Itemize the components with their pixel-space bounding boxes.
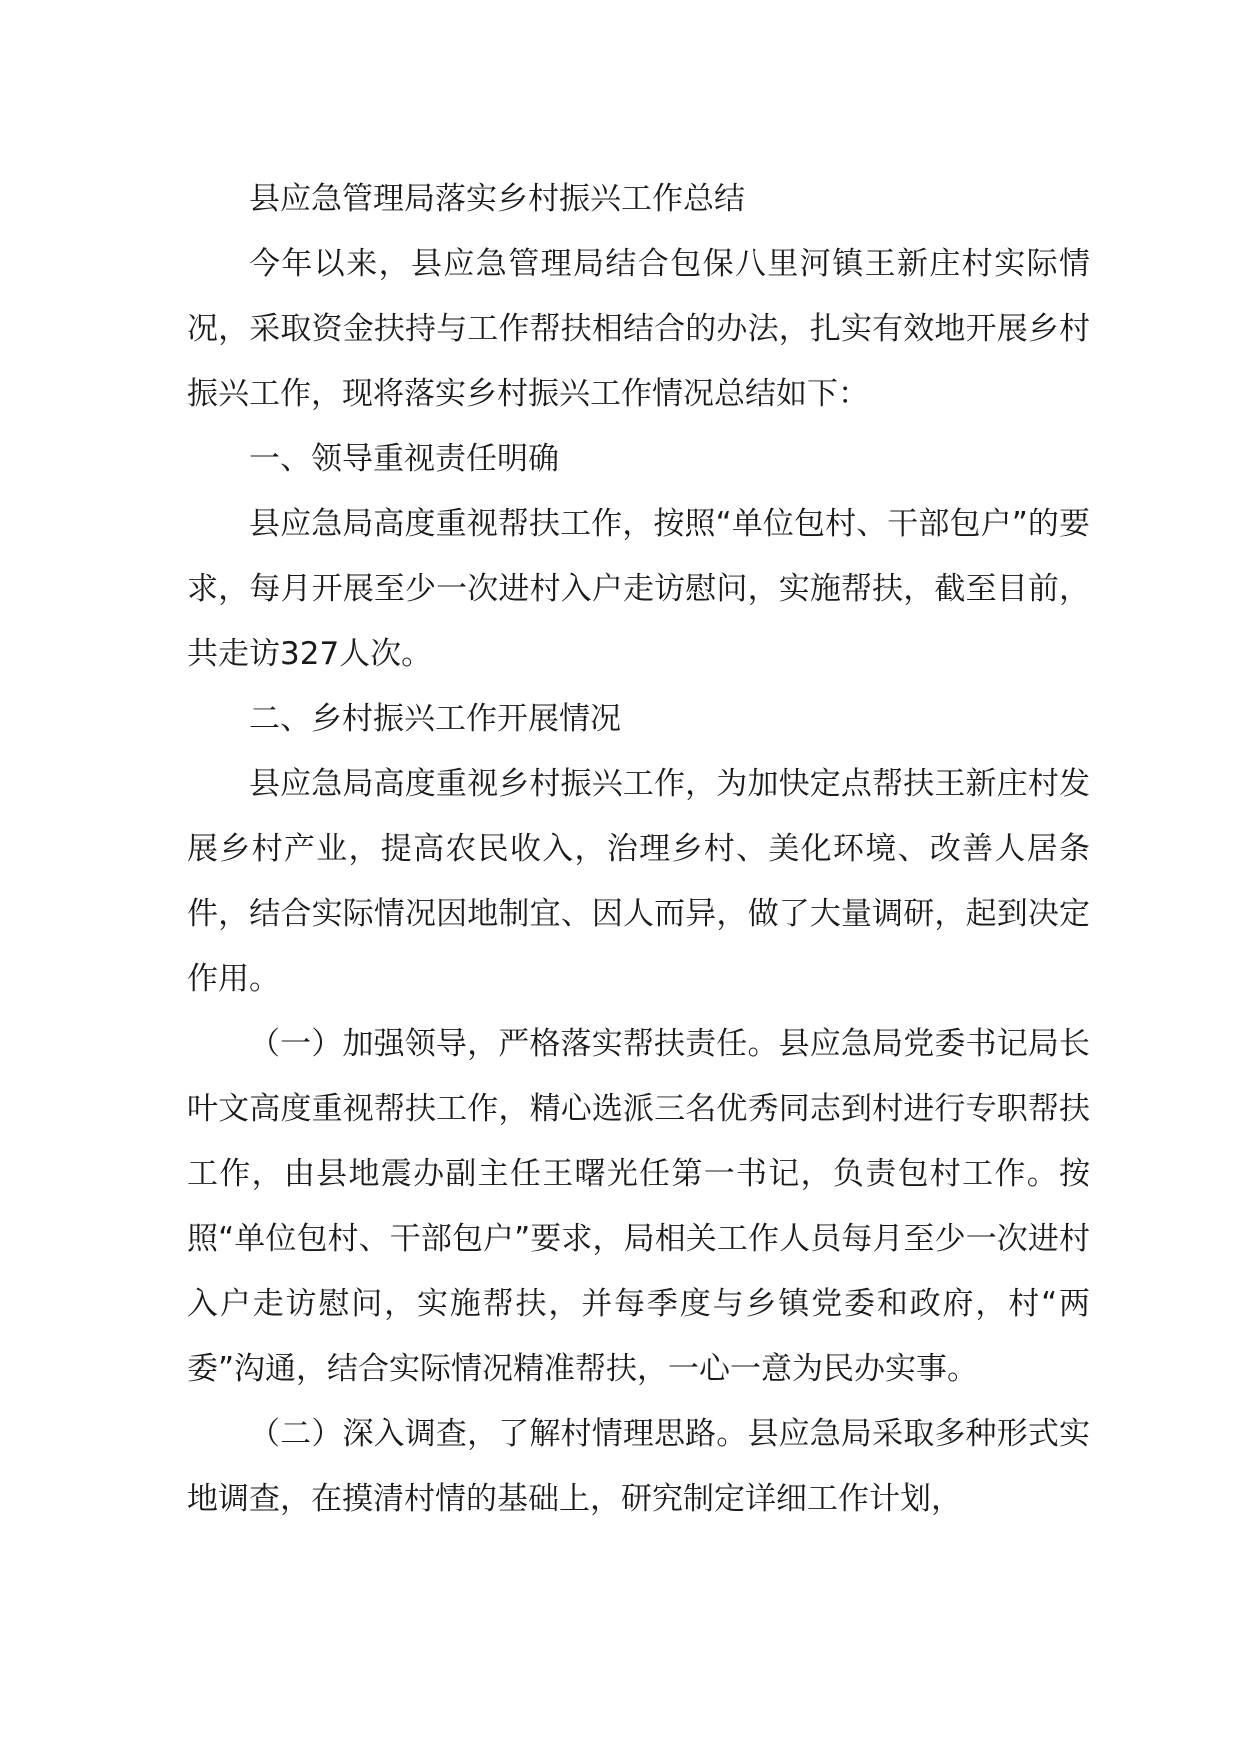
paragraph-section-1: 县应急局高度重视帮扶工作，按照“单位包村、干部包户”的要求，每月开展至少一次进村入户走访慰问，实施帮扶，截至目前，共走访327人次。 bbox=[187, 506, 1090, 672]
document-body bbox=[187, 167, 1090, 1532]
document-title: 县应急管理局落实乡村振兴工作总结 bbox=[249, 181, 745, 217]
section-heading-1: 一、领导重视责任明确 bbox=[249, 441, 559, 477]
paragraph-section-2: 县应急局高度重视乡村振兴工作，为加快定点帮扶王新庄村发展乡村产业，提高农民收入，治理乡村、美化环境、改善人居条件，结合实际情况因地制宜、因人而异，做了大量调研，起到决定作用。 bbox=[187, 766, 1090, 997]
section-heading-2: 二、乡村振兴工作开展情况 bbox=[249, 701, 621, 737]
paragraph-subsection-1: （一）加强领导，严格落实帮扶责任。县应急局党委书记局长叶文高度重视帮扶工作，精心选派三名优秀同志到村进行专职帮扶工作，由县地震办副主任王曙光任第一书记，负责包村工作。按照“单位包村、干部包户”要求，局相关工作人员每月至少一次进村入户走访慰问，实施帮扶，并每季度与乡镇党委和政府，村“两委”沟通，结合实际情况精准帮扶，一心一意为民办实事。 bbox=[187, 1026, 1090, 1387]
paragraph-subsection-2: （二）深入调查，了解村情理思路。县应急局采取多种形式实地调查，在摸清村情的基础上，研究制定详细工作计划， bbox=[187, 1416, 1090, 1517]
paragraph-intro: 今年以来，县应急管理局结合包保八里河镇王新庄村实际情况，采取资金扶持与工作帮扶相结合的办法，扎实有效地开展乡村振兴工作，现将落实乡村振兴工作情况总结如下： bbox=[187, 246, 1090, 412]
